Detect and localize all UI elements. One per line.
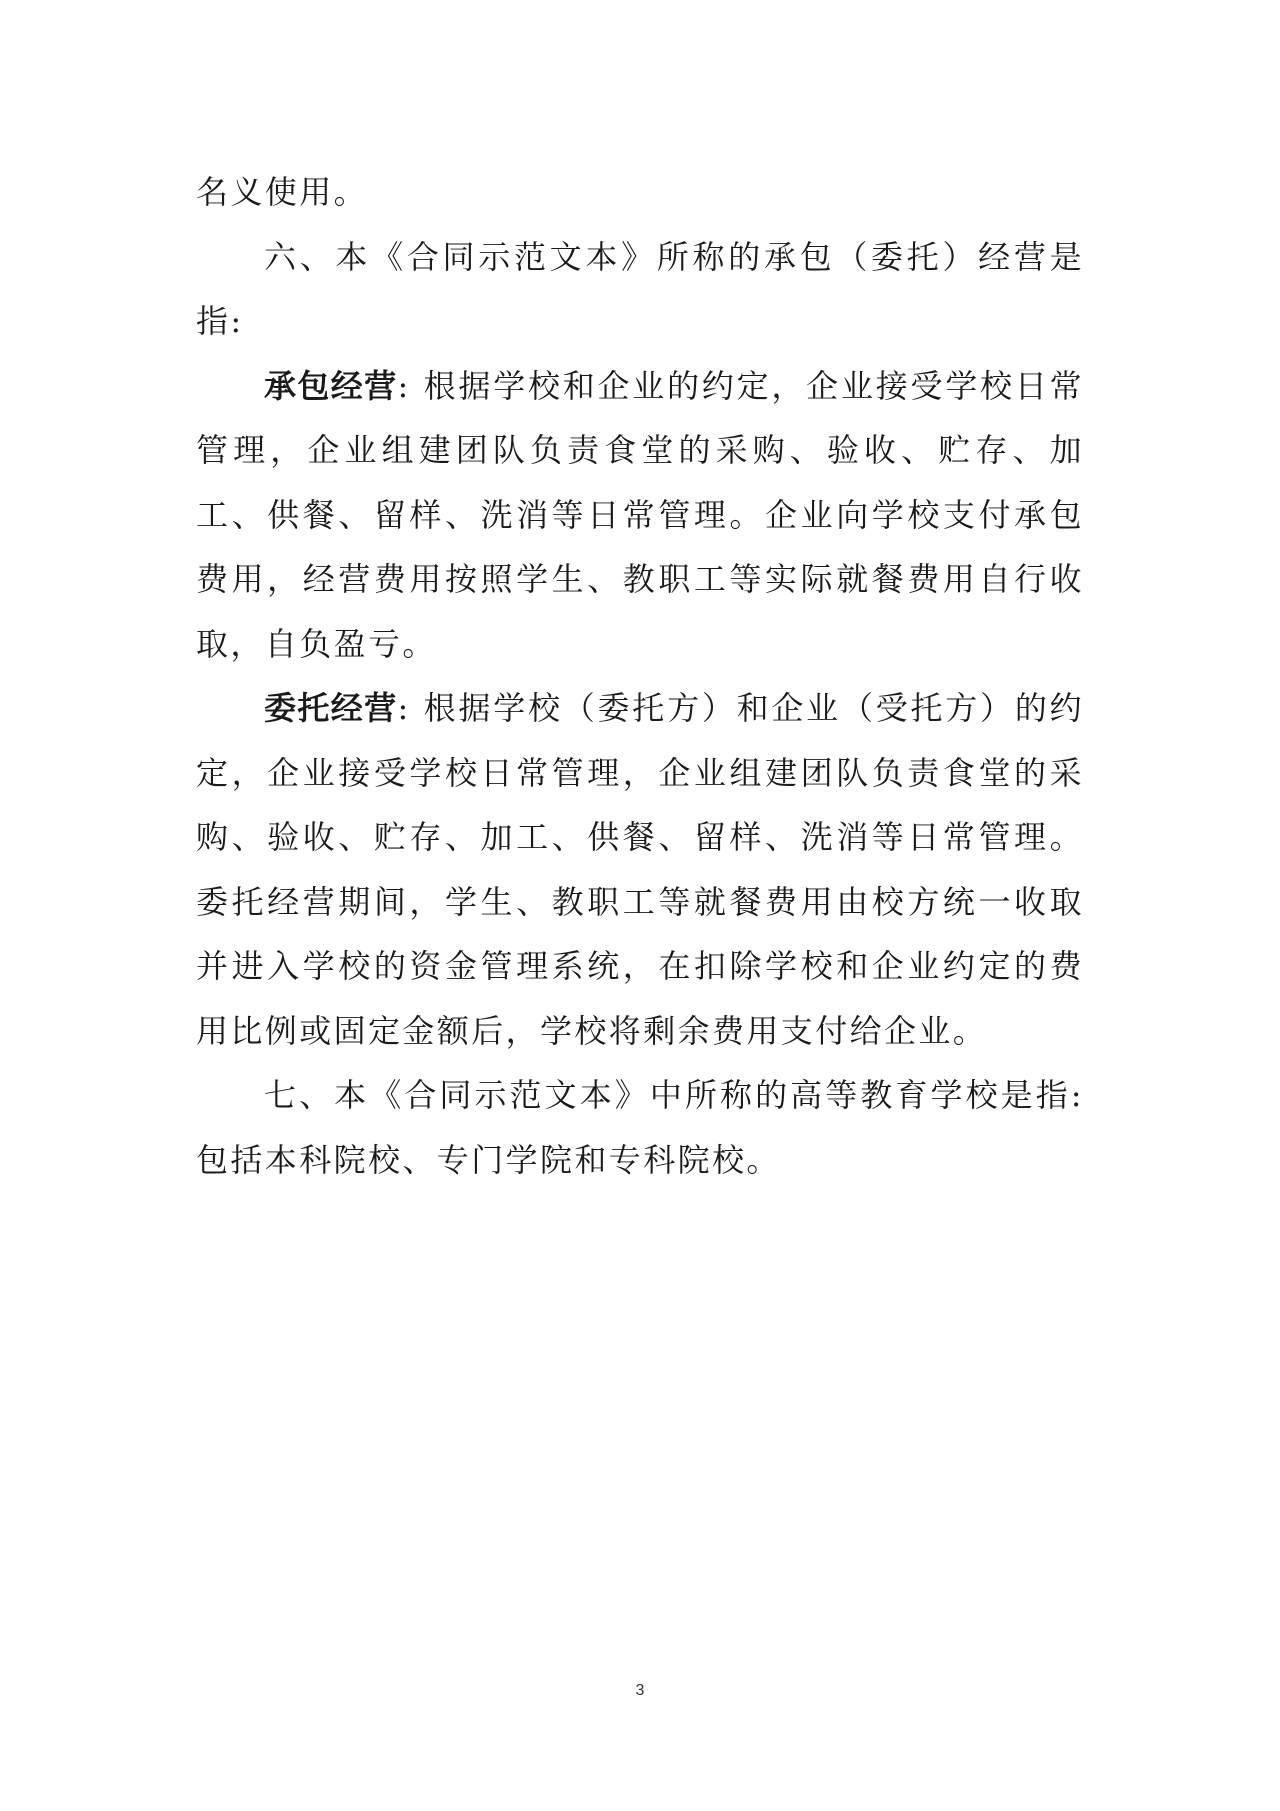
term-contract-operation: 承包经营 [264,366,398,405]
page-number: 3 [635,1682,645,1699]
document-body [196,160,1084,1192]
paragraph-item-six: 六、本《合同示范文本》所称的承包（委托）经营是指: [196,237,1084,340]
paragraph-item-seven: 七、本《合同示范文本》中所称的高等教育学校是指: 包括本科院校、专门学院和专科院校。 [196,1076,1084,1179]
term-entrusted-operation: 委托经营 [264,689,398,727]
definition-entrusted-operation: : 根据学校（委托方）和企业（受托方）的约定，企业接受学校日常管理，企业组建团队负责食堂的采购、验收、贮存、加工、供餐、留样、洗消等日常管理。委托经营期间，学生、教职工等就餐费用由校方统一收取并进入学校的资金管理系统，在扣除学校和企业约定的费用比例或固定金额后，学校将剩余费用支付给企业。 [196,689,1084,1050]
paragraph-contract-operation [196,354,1084,677]
paragraph-entrusted-operation [196,676,1084,1063]
paragraph-continuation: 名义使用。 [196,173,369,211]
definition-contract-operation: : 根据学校和企业的约定，企业接受学校日常管理，企业组建团队负责食堂的采购、验收、贮存、加工、供餐、留样、洗消等日常管理。企业向学校支付承包费用，经营费用按照学生、教职工等实际就餐费用自行收取，自负盈亏。 [196,366,1084,663]
